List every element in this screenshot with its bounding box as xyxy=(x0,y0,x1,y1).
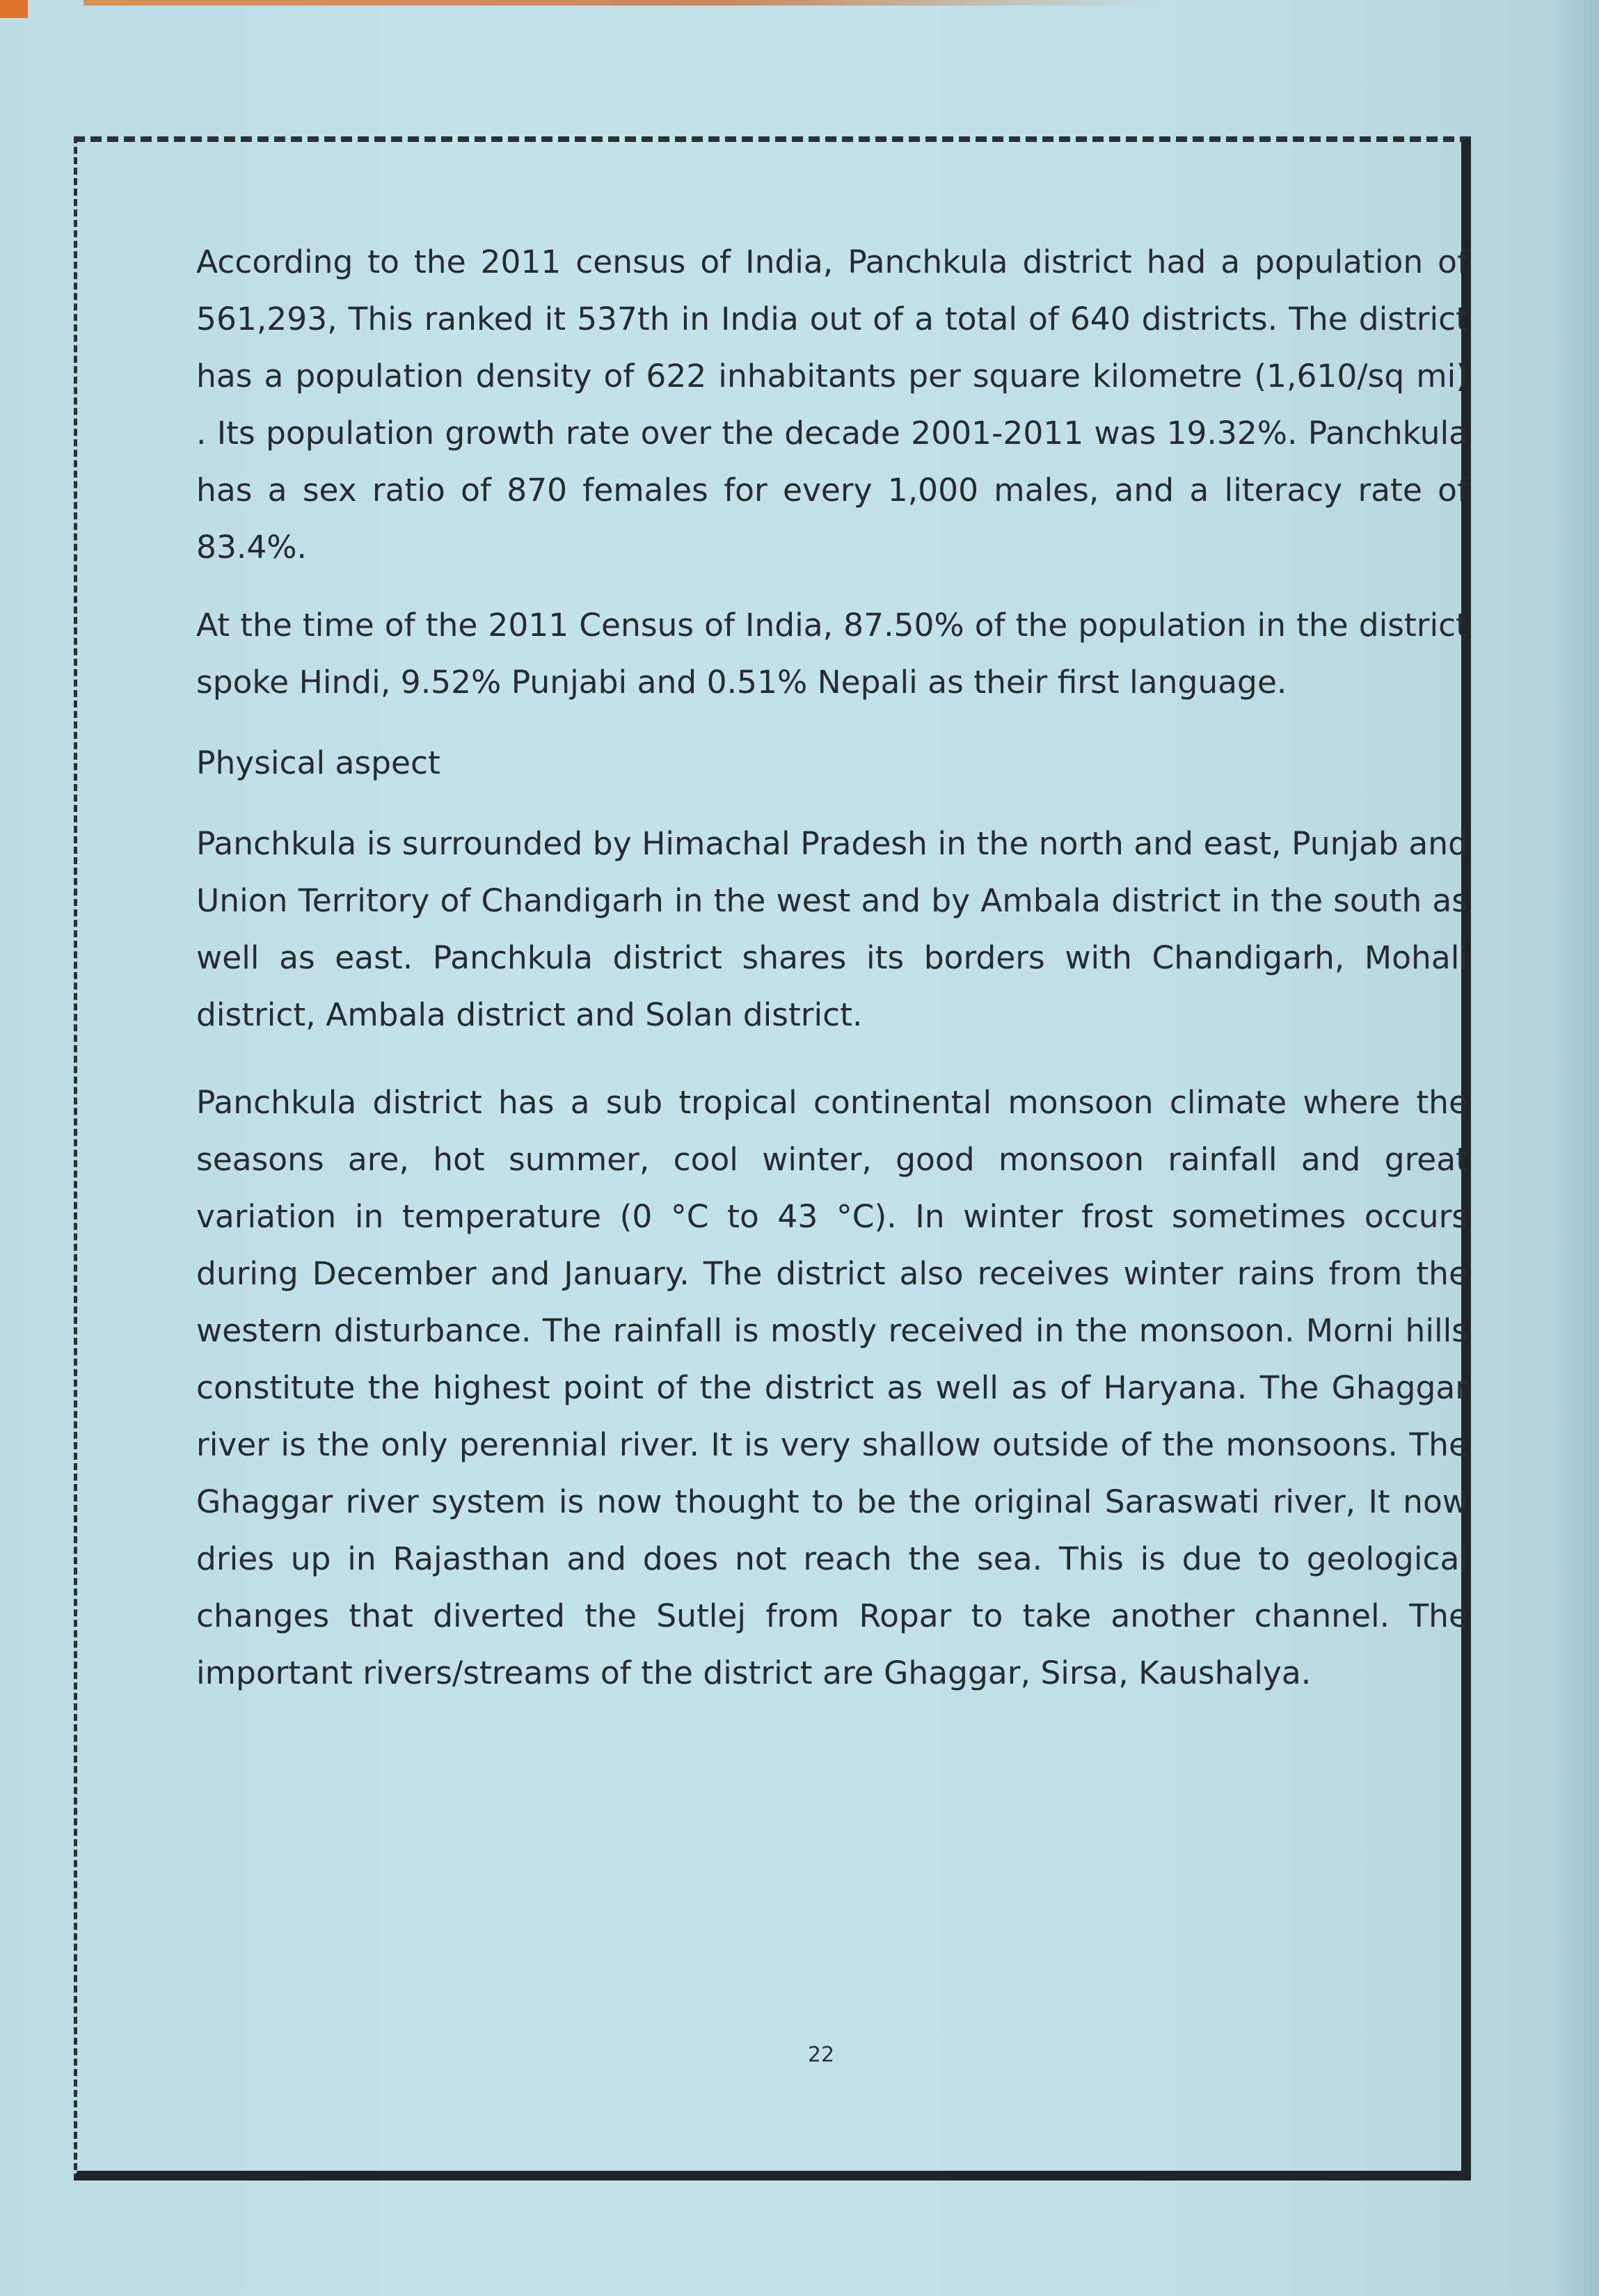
page-edge-shadow xyxy=(1550,0,1599,2296)
paragraph-language: At the time of the 2011 Census of India, 87.50% of the population in the district spoke Hindi, 9.52% Punjabi and 0.51% Nepali as their first language. xyxy=(196,607,1468,701)
orange-top-edge xyxy=(83,0,1162,6)
page-number: 22 xyxy=(807,2043,835,2067)
paragraph-climate: Panchkula district has a sub tropical continental monsoon climate where the seasons are, hot summer, cool winter, good monsoon rainfall and great variation in temperature (0 °C to 43 °C). In winter frost sometimes occurs during December and January. The district also receives winter rains from the western disturbance. The rainfall is mostly received in the monsoon. Morni hills constitute the highest point of the district as well as of Haryana. The Ghaggar river is the only perennial river. It is very shallow outside of the monsoons. The Ghaggar river system is now thought to be the original Saraswati river, It now dries up in Rajasthan and does not reach the sea. This is due to geological changes that diverted the Sutlej from Ropar to take another channel. The important rivers/streams of the district are Ghaggar, Sirsa, Kaushalya. xyxy=(196,1084,1468,1691)
orange-cover-edge xyxy=(0,0,28,18)
section-heading-physical-aspect: Physical aspect xyxy=(196,744,440,781)
paragraph-borders: Panchkula is surrounded by Himachal Pradesh in the north and east, Punjab and Union Territory of Chandigarh in the west and by Ambala district in the south as well as east. Panchkula district shares its borders with Chandigarh, Mohali district, Ambala district and Solan district. xyxy=(196,825,1468,1033)
paragraph-census: According to the 2011 census of India, Panchkula district had a population of 561,293, This ranked it 537th in India out of a total of 640 districts. The district has a population density of 622 inhabitants per square kilometre (1,610/sq mi) . Its population growth rate over the decade 2001-2011 was 19.32%. Panchkula has a sex ratio of 870 females for every 1,000 males, and a literacy rate of 83.4%. xyxy=(196,244,1468,566)
body-text xyxy=(196,234,1468,1702)
